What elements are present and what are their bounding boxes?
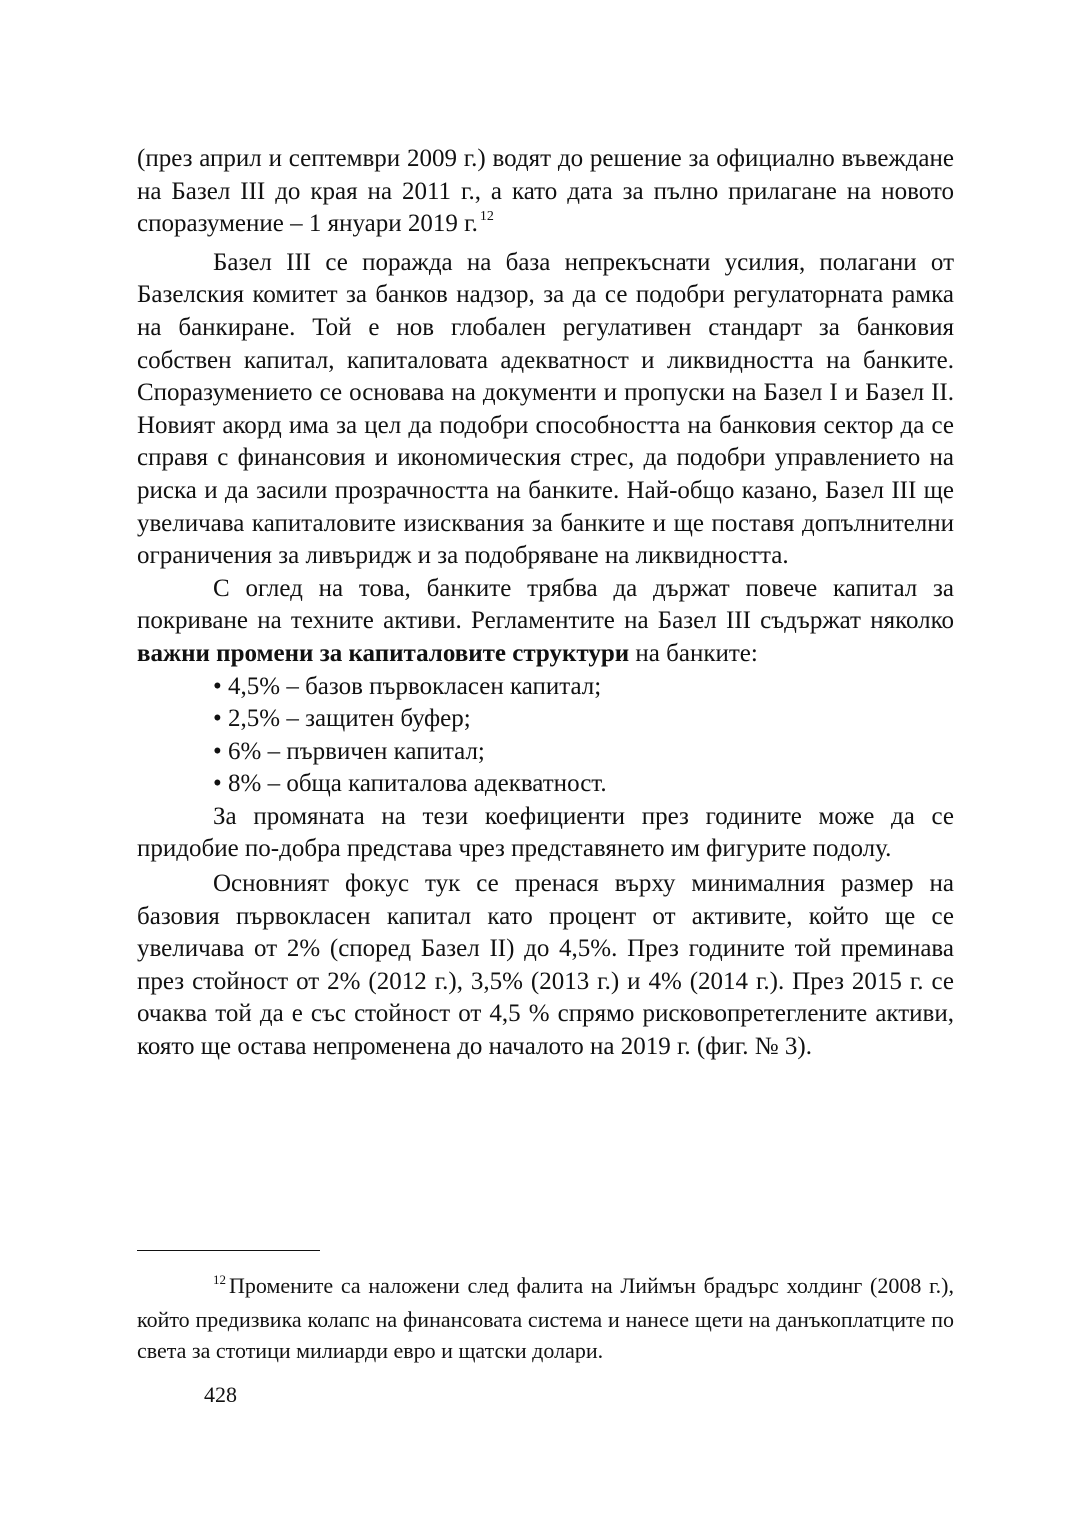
- paragraph-4: За промяната на тези коефициенти през годините може да се придобие по-добра представа чрез представянето им фигурите подолу.: [137, 802, 954, 863]
- footnote-divider: [137, 1250, 320, 1251]
- list-item: • 4,5% – базов първокласен капитал;: [213, 672, 602, 700]
- paragraph-3-after: на банките:: [629, 639, 758, 667]
- paragraph-1: [137, 143, 954, 245]
- paragraph-1-text: (през април и септември 2009 г.) водят до решение за официално въвеждане на Базел III до края на 2011 г., а като дата за пълно прилагане на новото споразумение – 1 януари 2019 г.: [137, 145, 954, 238]
- list-item: • 2,5% – защитен буфер;: [213, 705, 471, 733]
- page-body: [137, 143, 954, 1064]
- paragraph-2: Базел III се поражда на база непрекъснати усилия, полагани от Базелския комитет за банков надзор, за да се подобри регулаторната рамка на банкиране. Той е нов глобален регулативен стандарт за банковия собствен капитал, капиталовата адекватност и ликвидността на банките. Споразумението се основава на документи и пропуски на Базел I и Базел II. Новият акорд има за цел да подобри способността на банковия сектор да се справя с финансовия и икономическия стрес, да подобри управлението на риска и да засили прозрачността на банките. Най-общо казано, Базел III ще увеличава капиталовите изисквания за банките и ще поставя допълнителни ограничения за ливъридж и за подобряване на ликвидността.: [137, 248, 954, 570]
- footnote-number: 12: [213, 1272, 226, 1287]
- footnote: [137, 1270, 954, 1366]
- page-number: 428: [204, 1382, 237, 1407]
- list-item: • 6% – първичен капитал;: [213, 737, 485, 765]
- footnote-text: Промените са наложени след фалита на Лиймън брадърс холдинг (2008 г.), който предизвика колапс на финансовата система и нанесе щети на данъкоплатците по света за стотици милиарди евро и щатски долари.: [137, 1273, 954, 1363]
- paragraph-3: [137, 573, 954, 671]
- paragraph-3-bold: важни промени за капиталовите структури: [137, 639, 630, 667]
- capital-requirements-list: [137, 671, 954, 801]
- footnote-ref[interactable]: 12: [479, 209, 494, 225]
- paragraph-3-before: С оглед на това, банките трябва да държат повече капитал за покриване на техните активи. Регламентите на Базел III съдържат няколко: [137, 574, 954, 635]
- paragraph-5: Основният фокус тук се пренася върху минималния размер на базовия първокласен капитал като процент от активите, който ще се увеличава от 2% (според Базел II) до 4,5%. През годините той преминава през стойност от 2% (2012 г.), 3,5% (2013 г.) и 4% (2014 г.). През 2015 г. се очаква той да е със стойност от 4,5 % спрямо рисковопретеглените активи, която ще остава непроменена до началото на 2019 г. (фиг. № 3).: [137, 870, 954, 1061]
- list-item: • 8% – обща капиталова адекватност.: [213, 770, 607, 798]
